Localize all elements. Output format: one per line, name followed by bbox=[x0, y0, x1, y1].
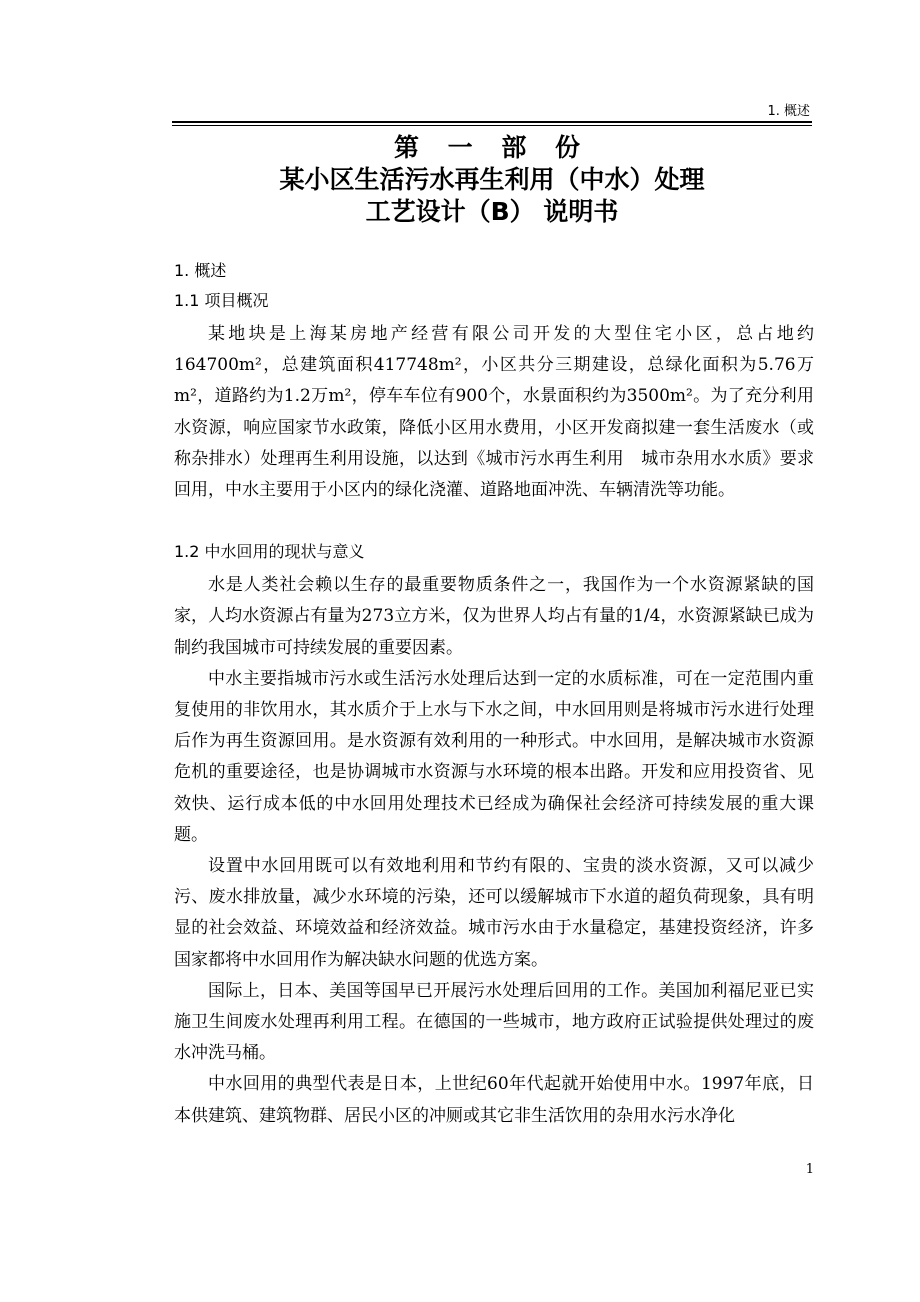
document-title bbox=[172, 132, 812, 228]
header-rule-thin bbox=[172, 125, 812, 126]
section-heading: 1. 概述 bbox=[174, 261, 227, 280]
document-body bbox=[174, 256, 814, 1132]
spacer bbox=[174, 506, 814, 537]
paragraph: 水是人类社会赖以生存的最重要物质条件之一，我国作为一个水资源紧缺的国家，人均水资源占有量为273立方米，仅为世界人均占有量的1/4，水资源紧缺已成为制约我国城市可持续发展的重要因素。 bbox=[174, 575, 814, 658]
title-line-1: 第 一 部 份 bbox=[393, 133, 591, 162]
subsection-heading-1-2: 1.2 中水回用的现状与意义 bbox=[174, 542, 365, 562]
paragraph: 国际上，日本、美国等国早已开展污水处理后回用的工作。美国加利福尼亚已实施卫生间废水处理再利用工程。在德国的一些城市，地方政府正试验提供处理过的废水冲洗马桶。 bbox=[174, 980, 814, 1064]
title-line-3: 工艺设计（B） 说明书 bbox=[365, 197, 619, 226]
page-number: 1 bbox=[805, 1162, 814, 1177]
running-header: 1. 概述 bbox=[767, 104, 810, 119]
paragraph: 中水主要指城市污水或生活污水处理后达到一定的水质标准，可在一定范围内重复使用的非饮用水，其水质介于上水与下水之间，中水回用则是将城市污水进行处理后作为再生资源回用。是水资源有效利用的一种形式。中水回用，是解决城市水资源危机的重要途径，也是协调城市水资源与水环境的根本出路。开发和应用投资省、见效快、运行成本低的中水回用处理技术已经成为确保社会经济可持续发展的重大课题。 bbox=[174, 668, 814, 845]
paragraph: 设置中水回用既可以有效地利用和节约有限的、宝贵的淡水资源，又可以减少污、废水排放量，减少水环境的污染，还可以缓解城市下水道的超负荷现象，具有明显的社会效益、环境效益和经济效益。城市污水由于水量稳定，基建投资经济，许多国家都将中水回用作为解决缺水问题的优选方案。 bbox=[174, 856, 814, 970]
paragraph: 中水回用的典型代表是日本，上世纪60年代起就开始使用中水。1997年底，日本供建筑、建筑物群、居民小区的冲厕或其它非生活饮用的杂用水污水净化 bbox=[174, 1074, 814, 1126]
header-rule-thick bbox=[172, 121, 812, 123]
title-line-2: 某小区生活污水再生利用（中水）处理 bbox=[279, 165, 705, 194]
paragraph: 某地块是上海某房地产经营有限公司开发的大型住宅小区，总占地约164700m²，总建筑面积417748m²，小区共分三期建设，总绿化面积为5.76万m²，道路约为1.2万m²，停车车位有900个，水景面积约为3500m²。为了充分利用水资源，响应国家节水政策，降低小区用水费用，小区开发商拟建一套生活废水（或称杂排水）处理再生利用设施，以达到《城市污水再生利用 城市杂用水水质》要求回用，中水主要用于小区内的绿化浇灌、道路地面冲洗、车辆清洗等功能。 bbox=[174, 324, 814, 501]
subsection-heading-1-1: 1.1 项目概况 bbox=[174, 291, 269, 310]
